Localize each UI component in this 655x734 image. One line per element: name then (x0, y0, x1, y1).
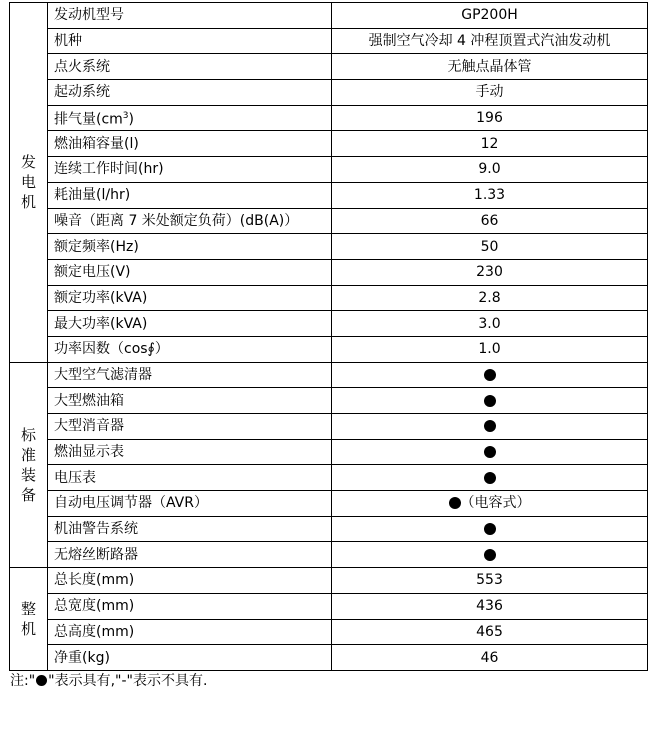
table-row (10, 285, 648, 311)
row-value: 230 (332, 259, 648, 285)
table-row (10, 28, 648, 54)
table-row (10, 105, 648, 131)
group-standard-equipment (10, 362, 48, 568)
table-row (10, 439, 648, 465)
table-row (10, 645, 648, 671)
table-row (10, 259, 648, 285)
row-value (332, 362, 648, 388)
row-value: 无触点晶体管 (332, 54, 648, 80)
row-value: GP200H (332, 3, 648, 29)
row-value: 1.33 (332, 182, 648, 208)
table-row (10, 491, 648, 517)
row-label: 总宽度(mm) (48, 593, 332, 619)
row-value: 66 (332, 208, 648, 234)
row-label: 总长度(mm) (48, 568, 332, 594)
table-row (10, 593, 648, 619)
row-value: 553 (332, 568, 648, 594)
row-label: 额定电压(V) (48, 259, 332, 285)
row-value (332, 516, 648, 542)
table-row (10, 80, 648, 106)
filled-dot-icon (484, 395, 496, 407)
table-row (10, 568, 648, 594)
row-value: 3.0 (332, 311, 648, 337)
footnote-prefix: 注:" (10, 673, 36, 689)
row-label: 大型消音器 (48, 414, 332, 440)
row-value (332, 388, 648, 414)
row-value: 9.0 (332, 157, 648, 183)
table-row (10, 208, 648, 234)
footnote-text: "表示具有,"-"表示不具有. (48, 673, 208, 689)
table-row (10, 131, 648, 157)
group-label: 发电机 (20, 153, 36, 212)
table-row (10, 182, 648, 208)
row-value (332, 542, 648, 568)
row-value (332, 414, 648, 440)
row-label: 机种 (48, 28, 332, 54)
table-row (10, 311, 648, 337)
row-label: 无熔丝断路器 (48, 542, 332, 568)
row-value: 465 (332, 619, 648, 645)
label-main: 排气量(cm (54, 111, 123, 128)
label-superscript: 3 (122, 111, 129, 122)
row-value: 12 (332, 131, 648, 157)
row-label: 燃油箱容量(l) (48, 131, 332, 157)
row-label: 连续工作时间(hr) (48, 157, 332, 183)
row-label: 耗油量(l/hr) (48, 182, 332, 208)
row-label: 额定功率(kVA) (48, 285, 332, 311)
filled-dot-icon (484, 369, 496, 381)
table-row (10, 414, 648, 440)
table-row (10, 157, 648, 183)
row-label: 电压表 (48, 465, 332, 491)
table-row (10, 336, 648, 362)
row-label: 最大功率(kVA) (48, 311, 332, 337)
filled-dot-icon (36, 675, 47, 686)
group-label: 整机 (20, 600, 36, 638)
row-label: 功率因数（cos∮） (48, 336, 332, 362)
row-value: 强制空气冷却 4 冲程顶置式汽油发动机 (332, 28, 648, 54)
table-row (10, 542, 648, 568)
group-generator (10, 3, 48, 363)
table-row (10, 54, 648, 80)
footnote (10, 670, 207, 690)
table-row (10, 619, 648, 645)
filled-dot-icon (484, 446, 496, 458)
group-label: 标准装备 (20, 425, 36, 504)
filled-dot-icon (484, 549, 496, 561)
filled-dot-icon (449, 497, 461, 509)
table-row (10, 465, 648, 491)
row-label: 大型燃油箱 (48, 388, 332, 414)
row-value: 436 (332, 593, 648, 619)
filled-dot-icon (484, 472, 496, 484)
row-value: 2.8 (332, 285, 648, 311)
row-label: 发动机型号 (48, 3, 332, 29)
table-row (10, 3, 648, 29)
value-suffix: （电容式） (460, 495, 531, 512)
row-label: 点火系统 (48, 54, 332, 80)
label-tail: ) (128, 111, 134, 128)
group-whole-unit (10, 568, 48, 671)
row-label: 起动系统 (48, 80, 332, 106)
row-value: 1.0 (332, 336, 648, 362)
row-label: 机油警告系统 (48, 516, 332, 542)
spec-table (9, 2, 648, 671)
table-row (10, 234, 648, 260)
row-value: 50 (332, 234, 648, 260)
row-value: 手动 (332, 80, 648, 106)
row-label: 净重(kg) (48, 645, 332, 671)
row-label: 自动电压调节器（AVR） (48, 491, 332, 517)
row-label: 燃油显示表 (48, 439, 332, 465)
row-value: 46 (332, 645, 648, 671)
filled-dot-icon (484, 523, 496, 535)
row-value (332, 439, 648, 465)
table-row (10, 516, 648, 542)
table-row (10, 362, 648, 388)
row-value: 196 (332, 105, 648, 131)
row-label: 总高度(mm) (48, 619, 332, 645)
row-label: 额定频率(Hz) (48, 234, 332, 260)
row-label (48, 105, 332, 131)
table-row (10, 388, 648, 414)
row-label: 噪音（距离 7 米处额定负荷）(dB(A)） (48, 208, 332, 234)
filled-dot-icon (484, 420, 496, 432)
row-value (332, 491, 648, 517)
row-label: 大型空气滤清器 (48, 362, 332, 388)
row-value (332, 465, 648, 491)
